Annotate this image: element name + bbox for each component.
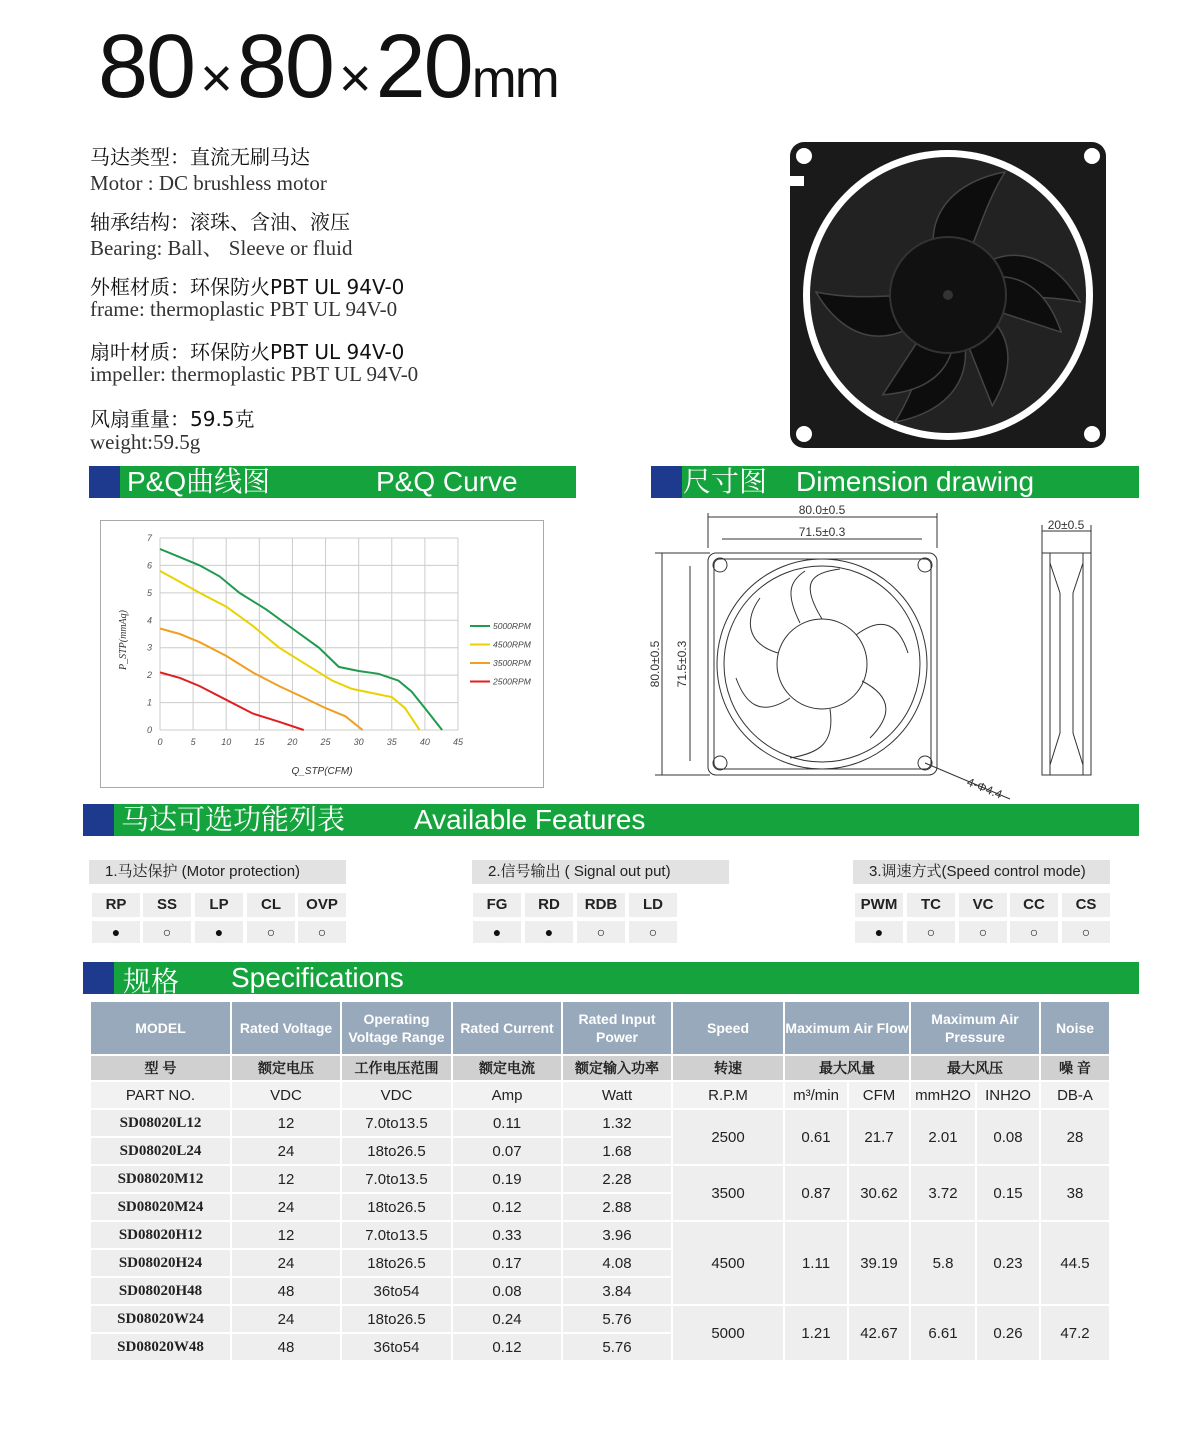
- features-header-cn: 马达可选功能列表: [121, 804, 346, 835]
- model-cell: SD08020M24: [90, 1193, 231, 1221]
- dim-outer-height: 80.0±0.5: [648, 640, 662, 688]
- feature-indicator: ○: [577, 921, 625, 943]
- header-air-flow: Maximum Air Flow: [784, 1001, 910, 1055]
- current-cell: 0.19: [452, 1165, 562, 1193]
- unit-cell: Amp: [452, 1081, 562, 1109]
- speed-cell: 5000: [672, 1305, 784, 1361]
- feature-code: LP: [195, 893, 243, 917]
- spec-label: 风扇重量：: [90, 407, 190, 431]
- chart-frame: [101, 521, 544, 788]
- table-row: [90, 1305, 1110, 1333]
- voltage-cell: 24: [231, 1193, 341, 1221]
- header-cn: 型 号: [90, 1055, 231, 1081]
- power-cell: 2.88: [562, 1193, 672, 1221]
- feature-code: RP: [92, 893, 140, 917]
- title-unit: mm: [471, 49, 558, 109]
- specifications-header-en: Specifications: [231, 962, 404, 993]
- header-cn: 工作电压范围: [341, 1055, 452, 1081]
- voltage-cell: 48: [231, 1277, 341, 1305]
- pq-curve-header-en: P&Q Curve: [376, 466, 518, 497]
- legend-label: 5000RPM: [493, 621, 531, 631]
- pressure-mmh2o-cell: 2.01: [910, 1109, 976, 1165]
- unit-cell: PART NO.: [90, 1081, 231, 1109]
- dim-holes: 4-Φ4.4: [964, 774, 1005, 802]
- noise-cell: 44.5: [1040, 1221, 1110, 1305]
- power-cell: 3.96: [562, 1221, 672, 1249]
- unit-cell: mmH2O: [910, 1081, 976, 1109]
- power-cell: 1.32: [562, 1109, 672, 1137]
- range-cell: 7.0to13.5: [341, 1109, 452, 1137]
- unit-cell: CFM: [848, 1081, 910, 1109]
- voltage-cell: 24: [231, 1249, 341, 1277]
- specifications-header-cn: 规格: [123, 966, 180, 997]
- power-cell: 5.76: [562, 1305, 672, 1333]
- range-cell: 18to26.5: [341, 1137, 452, 1165]
- airflow-cfm-cell: 39.19: [848, 1221, 910, 1305]
- spec-label: 扇叶材质：: [90, 340, 190, 364]
- header-noise: Noise: [1040, 1001, 1110, 1055]
- model-cell: SD08020H24: [90, 1249, 231, 1277]
- feature-indicator: ○: [298, 921, 346, 943]
- spec-value: 环保防火PBT UL 94V-0: [190, 275, 405, 299]
- unit-cell: VDC: [231, 1081, 341, 1109]
- voltage-cell: 12: [231, 1165, 341, 1193]
- title-times-2: ×: [338, 46, 370, 109]
- dim-inner-width: 71.5±0.3: [798, 525, 846, 539]
- features-header: [83, 804, 1139, 836]
- range-cell: 36to54: [341, 1333, 452, 1361]
- feature-code: FG: [473, 893, 521, 917]
- noise-cell: 38: [1040, 1165, 1110, 1221]
- y-tick-label: 0: [146, 725, 152, 735]
- spec-bearing-en: Bearing: Ball、 Sleeve or fluid: [90, 236, 353, 260]
- feature-code: SS: [143, 893, 191, 917]
- feature-indicator: ○: [1062, 921, 1110, 943]
- airflow-cfm-cell: 21.7: [848, 1109, 910, 1165]
- feature-indicator: ○: [143, 921, 191, 943]
- unit-cell: DB-A: [1040, 1081, 1110, 1109]
- current-cell: 0.33: [452, 1221, 562, 1249]
- range-cell: 18to26.5: [341, 1249, 452, 1277]
- unit-cell: R.P.M: [672, 1081, 784, 1109]
- spec-weight-cn: [90, 403, 255, 432]
- pq-curve-chart: [100, 520, 544, 788]
- power-cell: 1.68: [562, 1137, 672, 1165]
- feature-indicator: ●: [92, 921, 140, 943]
- dimension-drawing: [650, 503, 1140, 803]
- table-header-en-row: [90, 1001, 1110, 1055]
- header-rated-voltage: Rated Voltage: [231, 1001, 341, 1055]
- header-cn: 最大风压: [910, 1055, 1040, 1081]
- x-tick-label: 0: [157, 737, 163, 747]
- header-accent: [89, 466, 120, 498]
- spec-impeller-en: impeller: thermoplastic PBT UL 94V-0: [90, 362, 419, 386]
- speed-cell: 3500: [672, 1165, 784, 1221]
- title-dim-2: 80: [236, 17, 333, 117]
- header-air-pressure: Maximum Air Pressure: [910, 1001, 1040, 1055]
- model-cell: SD08020M12: [90, 1165, 231, 1193]
- pressure-inh2o-cell: 0.08: [976, 1109, 1040, 1165]
- title-dim-3: 20: [375, 17, 472, 117]
- pressure-inh2o-cell: 0.15: [976, 1165, 1040, 1221]
- spec-motor-cn: [90, 141, 310, 170]
- feature-indicator: ○: [247, 921, 295, 943]
- dim-depth: 20±0.5: [1047, 518, 1085, 532]
- y-tick-label: 4: [146, 615, 152, 626]
- header-speed: Speed: [672, 1001, 784, 1055]
- header-model: MODEL: [90, 1001, 231, 1055]
- spec-label: 马达类型：: [90, 145, 190, 169]
- feature-indicator: ○: [959, 921, 1007, 943]
- power-cell: 5.76: [562, 1333, 672, 1361]
- feature-code: PWM: [855, 893, 903, 917]
- product-size-title: [98, 17, 558, 117]
- spec-bearing-cn: [90, 206, 350, 235]
- x-tick-label: 30: [353, 737, 364, 747]
- x-tick-label: 15: [254, 737, 265, 747]
- y-tick-label: 5: [146, 587, 152, 598]
- spec-frame-en: frame: thermoplastic PBT UL 94V-0: [90, 297, 398, 321]
- feature-code: VC: [959, 893, 1007, 917]
- feature-code: CS: [1062, 893, 1110, 917]
- table-row: [90, 1109, 1110, 1137]
- feature-indicator: ●: [473, 921, 521, 943]
- y-tick-label: 6: [146, 560, 152, 571]
- airflow-m3-cell: 1.21: [784, 1305, 848, 1361]
- chart-xlabel: Q_STP(CFM): [291, 766, 353, 777]
- range-cell: 18to26.5: [341, 1193, 452, 1221]
- spec-value: 直流无刷马达: [190, 145, 310, 169]
- voltage-cell: 24: [231, 1137, 341, 1165]
- header-cn: 额定电流: [452, 1055, 562, 1081]
- header-accent: [83, 804, 114, 836]
- dimension-header: [651, 466, 1139, 498]
- feature-code: OVP: [298, 893, 346, 917]
- spec-value: 环保防火PBT UL 94V-0: [190, 340, 405, 364]
- current-cell: 0.08: [452, 1277, 562, 1305]
- header-cn: 额定电压: [231, 1055, 341, 1081]
- airflow-m3-cell: 0.87: [784, 1165, 848, 1221]
- header-cn: 转速: [672, 1055, 784, 1081]
- airflow-m3-cell: 1.11: [784, 1221, 848, 1305]
- pressure-inh2o-cell: 0.26: [976, 1305, 1040, 1361]
- voltage-cell: 12: [231, 1109, 341, 1137]
- spec-value: 滚珠、含油、液压: [190, 210, 350, 234]
- feature-code: TC: [907, 893, 955, 917]
- header-rated-current: Rated Current: [452, 1001, 562, 1055]
- noise-cell: 28: [1040, 1109, 1110, 1165]
- feature-indicator: ●: [855, 921, 903, 943]
- airflow-cfm-cell: 42.67: [848, 1305, 910, 1361]
- power-cell: 4.08: [562, 1249, 672, 1277]
- range-cell: 18to26.5: [341, 1305, 452, 1333]
- table-header-cn-row: [90, 1055, 1110, 1081]
- feature-indicator: ○: [629, 921, 677, 943]
- header-cn: 最大风量: [784, 1055, 910, 1081]
- current-cell: 0.24: [452, 1305, 562, 1333]
- pressure-mmh2o-cell: 5.8: [910, 1221, 976, 1305]
- feature-code: CC: [1010, 893, 1058, 917]
- dim-inner-height: 71.5±0.3: [675, 640, 689, 688]
- power-cell: 2.28: [562, 1165, 672, 1193]
- x-tick-label: 20: [287, 737, 298, 747]
- model-cell: SD08020W48: [90, 1333, 231, 1361]
- noise-cell: 47.2: [1040, 1305, 1110, 1361]
- specifications-table: [89, 1000, 1111, 1362]
- header-cn: 额定输入功率: [562, 1055, 672, 1081]
- fan-photo: [790, 142, 1106, 448]
- x-tick-label: 35: [386, 737, 397, 747]
- range-cell: 7.0to13.5: [341, 1165, 452, 1193]
- x-tick-label: 25: [320, 737, 331, 747]
- legend-label: 2500RPM: [493, 676, 531, 687]
- feature-group-title: 3.调速方式(Speed control mode): [853, 860, 1110, 884]
- spec-impeller-cn: [90, 336, 404, 365]
- y-tick-label: 7: [146, 533, 152, 543]
- header-cn: 噪 音: [1040, 1055, 1110, 1081]
- pq-curve-header-cn: P&Q曲线图: [127, 466, 271, 497]
- unit-cell: m³/min: [784, 1081, 848, 1109]
- x-tick-label: 5: [190, 737, 196, 747]
- unit-cell: Watt: [562, 1081, 672, 1109]
- legend-label: 3500RPM: [493, 658, 531, 668]
- power-cell: 3.84: [562, 1277, 672, 1305]
- y-tick-label: 3: [146, 642, 152, 653]
- feature-code: RD: [525, 893, 573, 917]
- feature-code: RDB: [577, 893, 625, 917]
- x-tick-label: 40: [419, 737, 430, 747]
- feature-indicator: ○: [907, 921, 955, 943]
- spec-weight-en: weight:59.5g: [90, 430, 201, 454]
- specifications-header: [83, 962, 1139, 997]
- feature-group-title: 2.信号输出 ( Signal out put): [472, 860, 729, 884]
- y-tick-label: 2: [146, 670, 152, 681]
- current-cell: 0.17: [452, 1249, 562, 1277]
- unit-cell: INH2O: [976, 1081, 1040, 1109]
- current-cell: 0.12: [452, 1333, 562, 1361]
- voltage-cell: 12: [231, 1221, 341, 1249]
- header-operating-range: Operating Voltage Range: [341, 1001, 452, 1055]
- model-cell: SD08020L24: [90, 1137, 231, 1165]
- table-units-row: [90, 1081, 1110, 1109]
- spec-value: 59.5克: [190, 407, 255, 431]
- y-tick-label: 1: [146, 697, 152, 708]
- voltage-cell: 48: [231, 1333, 341, 1361]
- chart-ylabel: P_STP(mmAq): [118, 610, 129, 670]
- model-cell: SD08020W24: [90, 1305, 231, 1333]
- current-cell: 0.12: [452, 1193, 562, 1221]
- spec-motor-en: Motor : DC brushless motor: [90, 171, 327, 195]
- pq-curve-header: [89, 466, 576, 498]
- spec-frame-cn: [90, 271, 404, 300]
- spec-label: 轴承结构：: [90, 210, 190, 234]
- features-header-en: Available Features: [414, 804, 646, 835]
- spec-label: 外框材质：: [90, 275, 190, 299]
- feature-indicator: ○: [1010, 921, 1058, 943]
- airflow-cfm-cell: 30.62: [848, 1165, 910, 1221]
- range-cell: 7.0to13.5: [341, 1221, 452, 1249]
- title-times-1: ×: [200, 46, 231, 109]
- current-cell: 0.11: [452, 1109, 562, 1137]
- airflow-m3-cell: 0.61: [784, 1109, 848, 1165]
- header-accent: [651, 466, 682, 498]
- dimension-header-en: Dimension drawing: [796, 466, 1035, 497]
- model-cell: SD08020L12: [90, 1109, 231, 1137]
- feature-code: LD: [629, 893, 677, 917]
- x-tick-label: 10: [221, 737, 232, 747]
- speed-cell: 4500: [672, 1221, 784, 1305]
- pressure-mmh2o-cell: 3.72: [910, 1165, 976, 1221]
- table-row: [90, 1165, 1110, 1193]
- model-cell: SD08020H48: [90, 1277, 231, 1305]
- speed-cell: 2500: [672, 1109, 784, 1165]
- feature-group-title: 1.马达保护 (Motor protection): [89, 860, 346, 884]
- pressure-mmh2o-cell: 6.61: [910, 1305, 976, 1361]
- feature-indicator: ●: [525, 921, 573, 943]
- voltage-cell: 24: [231, 1305, 341, 1333]
- header-accent: [83, 962, 114, 994]
- title-dim-1: 80: [98, 17, 195, 117]
- dimension-header-cn: 尺寸图: [683, 466, 768, 497]
- table-row: [90, 1221, 1110, 1249]
- legend-label: 4500RPM: [493, 639, 531, 650]
- header-rated-power: Rated Input Power: [562, 1001, 672, 1055]
- feature-code: CL: [247, 893, 295, 917]
- unit-cell: VDC: [341, 1081, 452, 1109]
- feature-indicator: ●: [195, 921, 243, 943]
- current-cell: 0.07: [452, 1137, 562, 1165]
- x-tick-label: 45: [452, 737, 464, 747]
- dim-outer-width: 80.0±0.5: [798, 503, 846, 517]
- pressure-inh2o-cell: 0.23: [976, 1221, 1040, 1305]
- model-cell: SD08020H12: [90, 1221, 231, 1249]
- range-cell: 36to54: [341, 1277, 452, 1305]
